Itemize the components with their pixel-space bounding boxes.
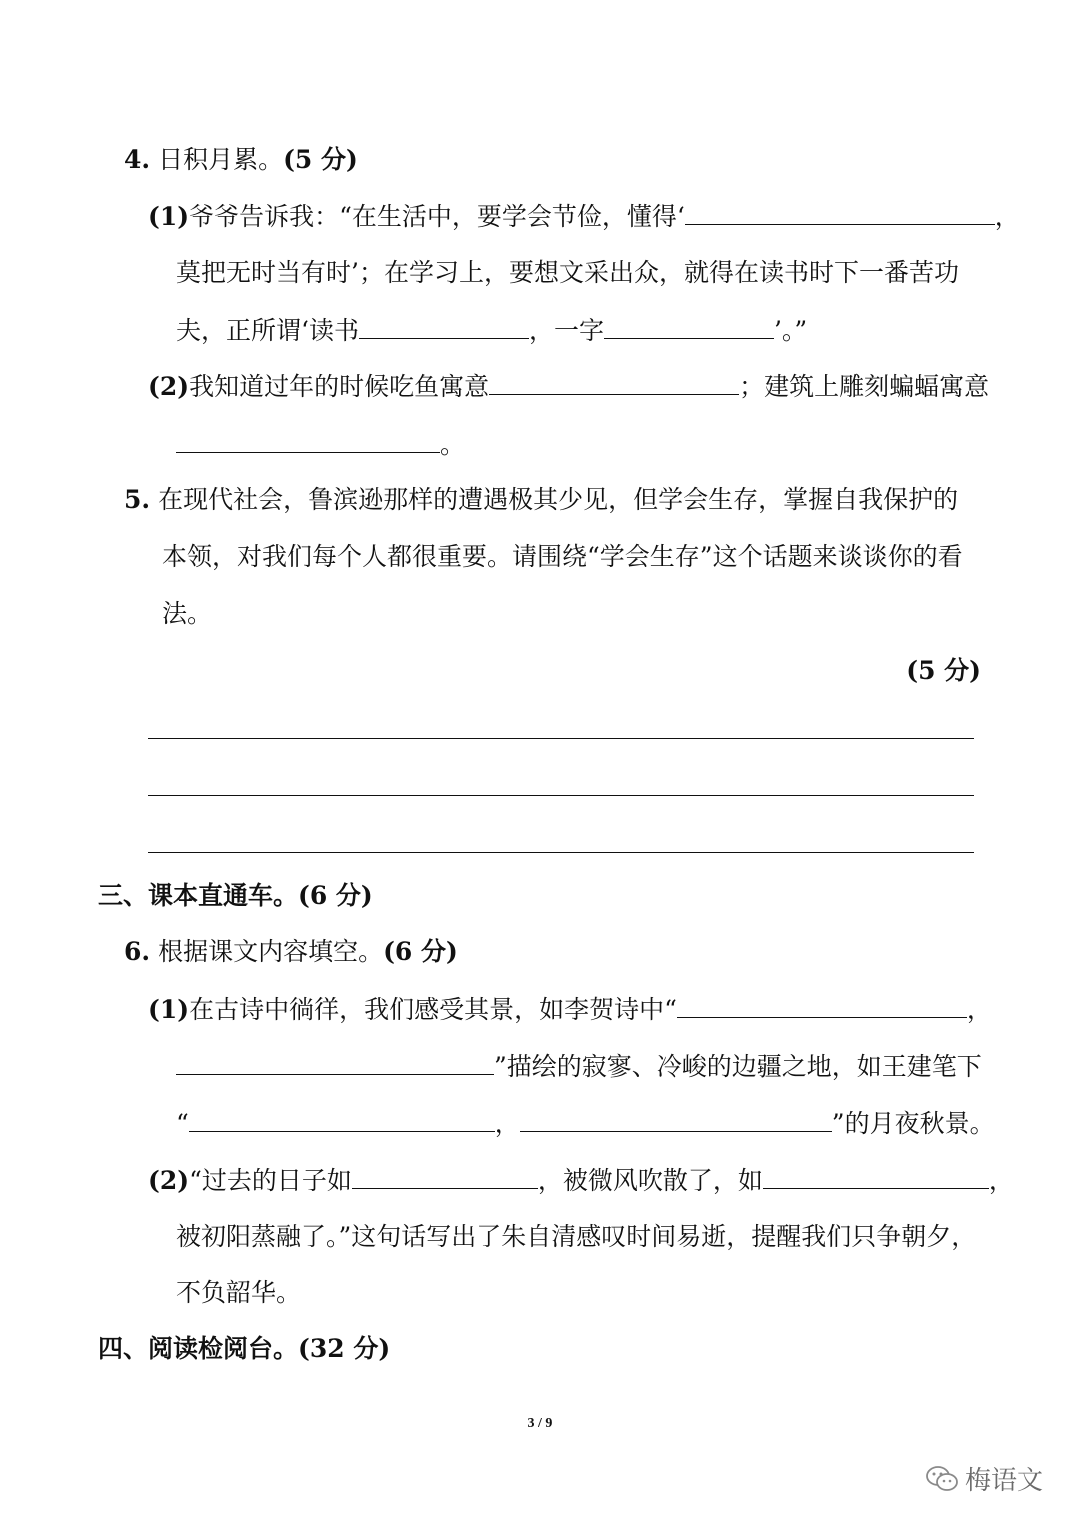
answer-blank[interactable]	[677, 993, 967, 1018]
answer-blank[interactable]	[176, 1050, 494, 1075]
q4-heading: 4. 日积月累。(5 分)	[124, 145, 358, 174]
section-3-title: 三、课本直通车。(6 分)	[98, 881, 373, 910]
answer-blank[interactable]	[604, 314, 774, 339]
answer-line[interactable]	[148, 738, 974, 739]
answer-blank[interactable]	[489, 370, 739, 395]
page-number: 3 / 9	[527, 1416, 553, 1431]
q6-part1-line2: ”描绘的寂寥、冷峻的边疆之地，如王建笔下	[176, 1050, 982, 1083]
q4-part1-line3: 夫，正所谓‘读书 ，一字 ’。”	[176, 316, 808, 345]
answer-blank[interactable]	[763, 1164, 989, 1189]
q6-part2-line3: 不负韶华。	[176, 1278, 302, 1307]
q6-part1-line1: (1)在古诗中徜徉，我们感受其景，如李贺诗中“ ，	[148, 995, 992, 1024]
q4-part1-line1: (1)爷爷告诉我：“在生活中，要学会节俭，懂得‘ ，	[148, 202, 1020, 231]
q5-line1: 5. 在现代社会，鲁滨逊那样的遭遇极其少见，但学会生存，掌握自我保护的	[124, 485, 959, 514]
watermark	[925, 1460, 1043, 1497]
wechat-icon	[925, 1464, 959, 1494]
q5-score: (5 分)	[906, 656, 981, 685]
section-4-title: 四、阅读检阅台。(32 分)	[98, 1334, 391, 1363]
q4-part2-line1: (2)我知道过年的时候吃鱼寓意 ；建筑上雕刻蝙蝠寓意	[148, 372, 990, 401]
answer-line[interactable]	[148, 852, 974, 853]
q6-heading: 6. 根据课文内容填空。(6 分)	[124, 937, 458, 966]
q5-line2: 本领，对我们每个人都很重要。请围绕“学会生存”这个话题来谈谈你的看	[162, 542, 963, 571]
watermark-text: 梅语文	[965, 1466, 1044, 1496]
answer-blank[interactable]	[176, 428, 440, 453]
answer-blank[interactable]	[359, 314, 529, 339]
answer-blank[interactable]	[189, 1107, 495, 1132]
q4-part1-line2: 莫把无时当有时’；在学习上，要想文采出众，就得在读书时下一番苦功	[176, 258, 959, 287]
q6-part1-line3: “ ， ”的月夜秋景。	[176, 1109, 995, 1138]
answer-blank[interactable]	[520, 1107, 832, 1132]
q4-part2-line2: 。	[176, 428, 465, 461]
q6-part2-line2: 被初阳蒸融了。”这句话写出了朱自清感叹时间易逝，提醒我们只争朝夕，	[176, 1222, 977, 1251]
answer-line[interactable]	[148, 795, 974, 796]
q6-part2-line1: (2)“过去的日子如 ，被微风吹散了，如 ，	[148, 1166, 1014, 1195]
answer-blank[interactable]	[685, 200, 995, 225]
answer-blank[interactable]	[352, 1164, 538, 1189]
q5-line3: 法。	[162, 599, 213, 628]
